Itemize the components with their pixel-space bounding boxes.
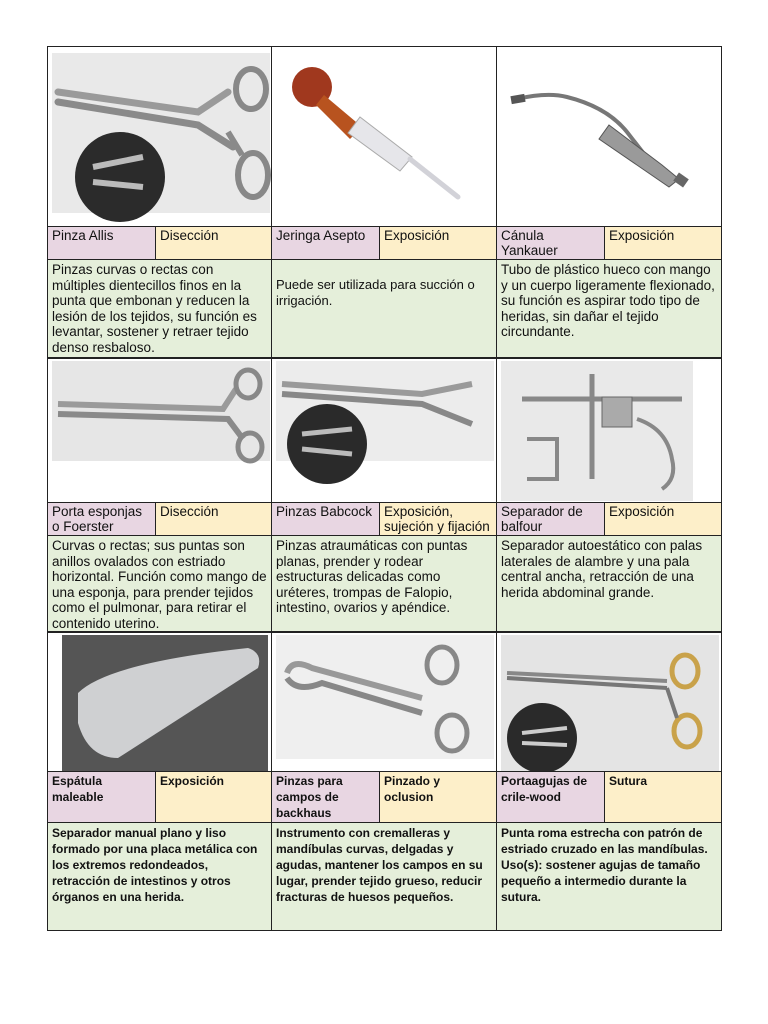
instrument-name: Porta esponjas o Foerster <box>48 503 156 535</box>
description-spatula: Separador manual plano y liso formado por una placa metálica con los extremos redondeados, retracción de intestinos y otros órganos en una herida. <box>47 823 272 931</box>
instrument-name: Jeringa Asepto <box>272 227 380 259</box>
label-yankauer <box>497 227 722 260</box>
backhaus-clamp-photo <box>272 632 497 772</box>
instrument-category: Disección <box>156 227 271 259</box>
label-row-2 <box>47 503 723 536</box>
description-yankauer: Tubo de plástico hueco con mango y un cuerpo ligeramente flexionado, su función es aspirar todo tipo de heridas, sin dañar el tejido circundante. <box>497 260 722 358</box>
sponge-forceps-photo <box>47 358 272 503</box>
description-foerster: Curvas o rectas; sus puntas son anillos ovalados con estriado horizontal. Función como mango de una esponja, para prender tejidos como el pulmonar, para retirar el contenido uterino. <box>47 536 272 632</box>
instrument-name: Pinzas para campos de backhaus <box>272 772 380 822</box>
instrument-category: Exposición, sujeción y fijación <box>380 503 496 535</box>
needle-holder-photo <box>497 632 722 772</box>
instrument-name: Portaagujas de crile-wood <box>497 772 605 822</box>
instrument-name: Cánula Yankauer <box>497 227 605 259</box>
instrument-name: Pinzas Babcock <box>272 503 380 535</box>
label-row-3 <box>47 772 723 823</box>
image-row-2 <box>47 358 723 503</box>
instrument-category: Exposición <box>380 227 496 259</box>
instrument-name: Separador de balfour <box>497 503 605 535</box>
instrument-category: Disección <box>156 503 271 535</box>
allis-forceps-photo <box>47 46 272 227</box>
label-asepto <box>272 227 497 260</box>
desc-row-1 <box>47 260 723 358</box>
balfour-retractor-photo <box>497 358 722 503</box>
label-needle-holder <box>497 772 722 823</box>
label-backhaus <box>272 772 497 823</box>
instrument-category: Sutura <box>605 772 721 822</box>
instrument-category: Pinzado y oclusion <box>380 772 496 822</box>
label-row-1 <box>47 227 723 260</box>
label-allis <box>47 227 272 260</box>
asepto-syringe-photo <box>272 46 497 227</box>
malleable-spatula-photo <box>47 632 272 772</box>
instrument-table <box>47 46 723 931</box>
instrument-category: Exposición <box>605 227 721 259</box>
label-foerster <box>47 503 272 536</box>
label-spatula <box>47 772 272 823</box>
instrument-name: Pinza Allis <box>48 227 156 259</box>
yankauer-cannula-photo <box>497 46 722 227</box>
desc-row-2 <box>47 536 723 632</box>
description-babcock: Pinzas atraumáticas con puntas planas, prender y rodear estructuras delicadas como uréteres, trompas de Falopio, intestino, ovarios y apéndice. <box>272 536 497 632</box>
label-balfour <box>497 503 722 536</box>
instrument-category: Exposición <box>605 503 721 535</box>
image-row-3 <box>47 632 723 772</box>
image-row-1 <box>47 46 723 227</box>
description-backhaus: Instrumento con cremalleras y mandíbulas curvas, delgadas y agudas, mantener los campos en su lugar, prender tejido grueso, reducir fracturas de huesos pequeños. <box>272 823 497 931</box>
label-babcock <box>272 503 497 536</box>
description-needle-holder: Punta roma estrecha con patrón de estriado cruzado en las mandíbulas. Uso(s): sostener agujas de tamaño pequeño a intermedio durante la sutura. <box>497 823 722 931</box>
babcock-forceps-photo <box>272 358 497 503</box>
desc-row-3 <box>47 823 723 931</box>
description-asepto: Puede ser utilizada para succión o irrigación. <box>272 260 497 358</box>
instrument-name: Espátula maleable <box>48 772 156 822</box>
description-allis: Pinzas curvas o rectas con múltiples dientecillos finos en la punta que embonan y reducen la lesión de los tejidos, su función es levantar, sostener y retraer tejido denso resbaloso. <box>47 260 272 358</box>
instrument-category: Exposición <box>156 772 271 822</box>
description-balfour: Separador autoestático con palas laterales de alambre y una pala central ancha, retracción de una herida abdominal grande. <box>497 536 722 632</box>
